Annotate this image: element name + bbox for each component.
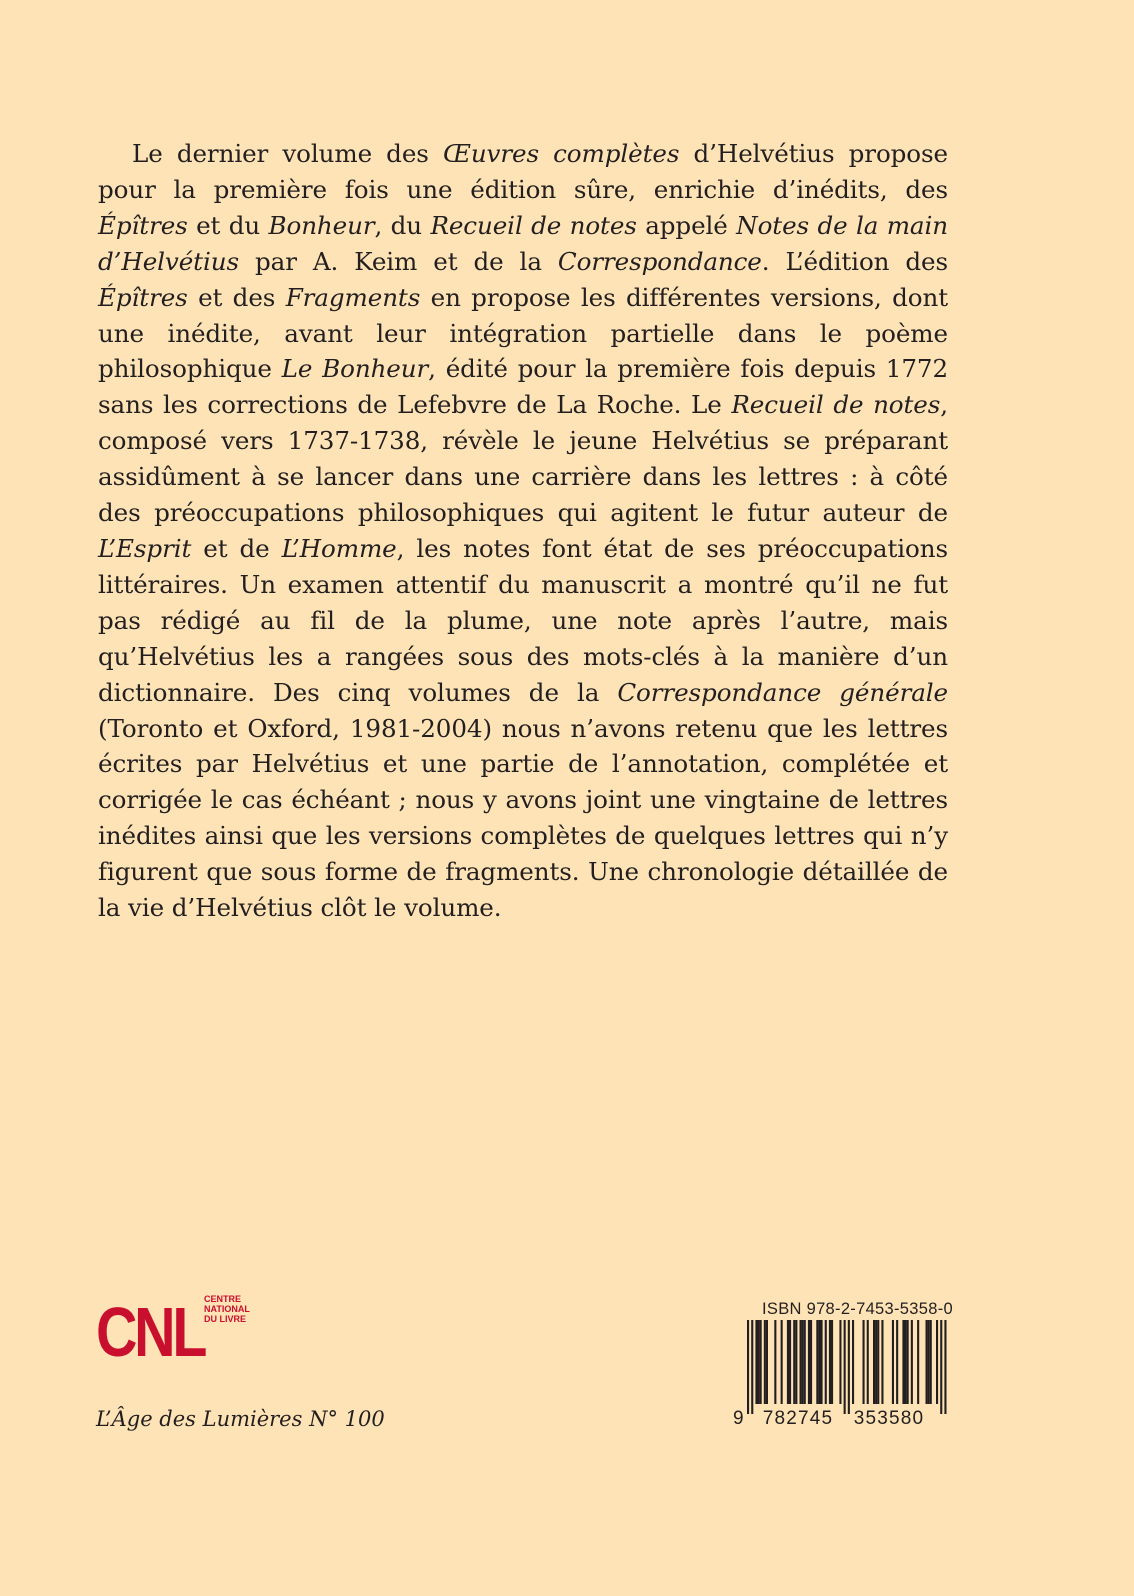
barcode-bar xyxy=(875,1320,877,1404)
blurb-title-notes: Notes de la main d’Helvétius xyxy=(98,210,948,276)
blurb-text xyxy=(98,136,948,926)
blurb-segment: et des xyxy=(187,282,286,312)
cnl-line-3: DU LIVRE xyxy=(204,1314,247,1324)
barcode-digits-right: 353580 xyxy=(853,1408,925,1426)
barcode-bar xyxy=(781,1320,783,1404)
cnl-line-2: NATIONAL xyxy=(204,1304,250,1314)
barcode-bar xyxy=(789,1320,791,1404)
barcode-bar xyxy=(928,1320,930,1404)
blurb-title-bonheur: Bonheur xyxy=(268,210,375,240)
barcode-bar xyxy=(848,1320,850,1414)
barcode-bar xyxy=(804,1320,806,1404)
blurb-title-epitres: Épîtres xyxy=(98,210,188,240)
barcode-bar xyxy=(802,1320,804,1404)
blurb-segment: par A. Keim et de la xyxy=(239,246,558,276)
blurb-title-le-bonheur: Le Bonheur xyxy=(281,354,429,384)
barcode-bar xyxy=(760,1320,762,1404)
barcode-bar xyxy=(766,1320,768,1404)
barcode-bar xyxy=(930,1320,932,1404)
barcode-bar xyxy=(917,1320,919,1404)
blurb-segment: , composé vers 1737-1738, révèle le jeune Helvétius se préparant assidûment à se lancer dans une carrière dans les lettres : à côté des préoccupations philosophiques qui agitent le futur auteur de xyxy=(98,390,948,528)
barcode-bar xyxy=(867,1320,869,1404)
barcode-bar xyxy=(793,1320,795,1404)
barcode-bar xyxy=(944,1320,946,1414)
blurb-title-homme: L’Homme xyxy=(281,533,397,563)
barcode-bar xyxy=(795,1320,797,1404)
isbn-label: ISBN 978-2-7453-5358-0 xyxy=(762,1300,953,1318)
barcode-bar xyxy=(892,1320,894,1404)
barcode-bar xyxy=(907,1320,909,1404)
blurb-title-oeuvres: Œuvres complètes xyxy=(442,139,680,168)
barcode-bar xyxy=(902,1320,904,1404)
barcode-bar xyxy=(881,1320,883,1404)
barcode-bar xyxy=(863,1320,865,1404)
cnl-logo xyxy=(96,1286,256,1368)
barcode-bar xyxy=(905,1320,907,1404)
barcode-bar xyxy=(844,1320,846,1414)
barcode-bar xyxy=(774,1320,776,1404)
blurb-segment: . L’édition des xyxy=(761,246,949,276)
barcode-bar xyxy=(896,1320,898,1404)
blurb-title-epitres: Épîtres xyxy=(98,282,188,312)
barcode-bar xyxy=(747,1320,749,1414)
barcode-bar xyxy=(825,1320,827,1404)
blurb-segment: appelé xyxy=(636,210,737,240)
barcode-bar xyxy=(764,1320,766,1404)
barcode-bars xyxy=(747,1320,947,1414)
blurb-segment: , les notes font état de ses préoccupations littéraires. Un examen attentif du manuscrit a montré qu’il ne fut pas rédigé au fil de la plume, une note après l’autre, mais qu’Helvétius les a rangées sous des mots-clés à la manière d’un dictionnaire. Des cinq volumes de la xyxy=(98,533,948,707)
blurb-segment: en propose les différentes versions, dont une inédite, avant leur intégration partielle dans le poème philosophique xyxy=(98,282,948,384)
blurb-title-fragments: Fragments xyxy=(285,282,421,312)
blurb-segment: et de xyxy=(191,533,282,563)
blurb-title-recueil: Recueil de notes xyxy=(430,210,637,240)
blurb-segment: d’Helvétius propose pour la première fois une édition sûre, enrichie d’inédits, des xyxy=(98,139,948,204)
blurb-title-recueil: Recueil de notes xyxy=(731,390,941,420)
blurb-segment: , du xyxy=(374,210,431,240)
barcode-bar xyxy=(873,1320,875,1404)
blurb-segment: et du xyxy=(187,210,269,240)
barcode-bar xyxy=(810,1320,812,1404)
blurb-segment: , édité pour la première fois depuis 1772 sans les corrections de Lefebvre de La Roche. Le xyxy=(98,354,948,420)
series-title: L’Âge des Lumières N° 100 xyxy=(96,1407,385,1431)
barcode-bar xyxy=(926,1320,928,1404)
barcode-digits-left: 782745 xyxy=(762,1408,834,1426)
barcode-bar xyxy=(877,1320,879,1404)
blurb-title-correspondance-generale: Correspondance générale xyxy=(617,677,949,707)
blurb-title-correspondance: Correspondance xyxy=(557,246,762,276)
barcode-bar xyxy=(911,1320,913,1404)
barcode-bar xyxy=(816,1320,818,1404)
blurb-segment: Le dernier volume des xyxy=(132,139,443,168)
barcode-digit-first: 9 xyxy=(733,1408,744,1426)
barcode-bar xyxy=(940,1320,942,1414)
barcode-bar xyxy=(787,1320,789,1404)
blurb-title-esprit: L’Esprit xyxy=(98,533,192,563)
barcode-bar xyxy=(936,1320,938,1404)
cnl-line-1: CENTRE xyxy=(204,1294,242,1304)
blurb-segment: (Toronto et Oxford, 1981-2004) nous n’avons retenu que les lettres écrites par Helvétius et une partie de l’annotation, complétée et corrigée le cas échéant ; nous y avons joint une vingtaine de lettres inédites ainsi que les versions complètes de quelques lettres qui n’y figurent que sous forme de fragments. Une chronologie détaillée de la vie d’Helvétius clôt le volume. xyxy=(98,713,948,923)
barcode-bar xyxy=(829,1320,831,1404)
barcode-bar xyxy=(755,1320,757,1404)
barcode-bar xyxy=(758,1320,760,1404)
barcode-bar xyxy=(852,1320,854,1404)
isbn-barcode xyxy=(729,1318,951,1426)
barcode-bar xyxy=(800,1320,802,1404)
barcode-bar xyxy=(751,1320,753,1414)
barcode-bar xyxy=(831,1320,833,1404)
barcode-bar xyxy=(808,1320,810,1404)
barcode-bar xyxy=(818,1320,820,1404)
barcode-bar xyxy=(821,1320,823,1404)
barcode-bar xyxy=(839,1320,841,1404)
cnl-letters: CNL xyxy=(96,1292,205,1368)
